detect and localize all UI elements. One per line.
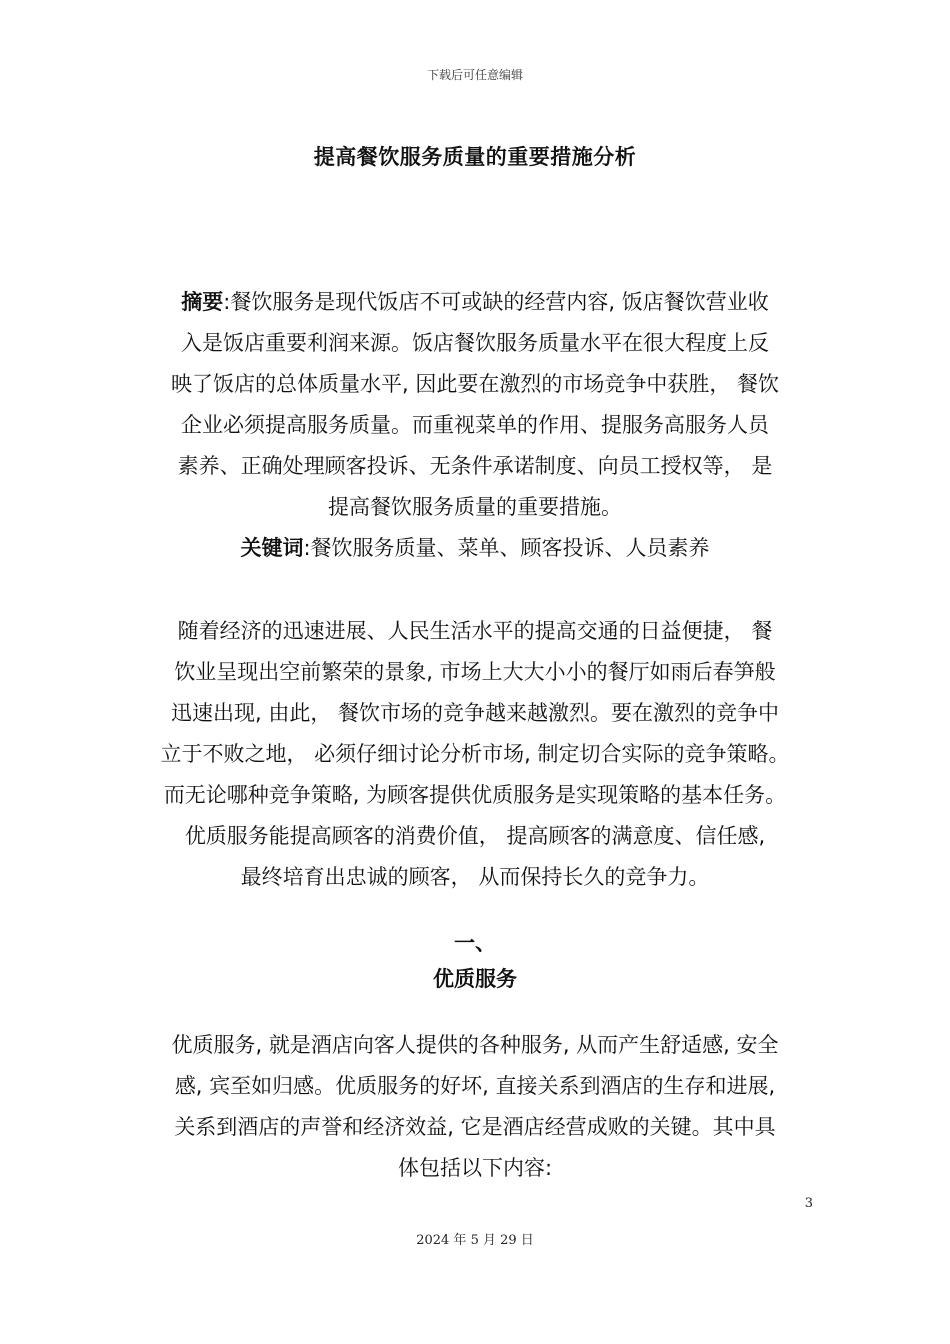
section-paragraph [140,1025,810,1189]
section-number: 一、 [454,931,496,955]
abstract-line: 企业必须提高服务质量。而重视菜单的作用、提服务高服务人员 [181,413,769,437]
section-line: 优质服务, 就是酒店向客人提供的各种服务, 从而产生舒适感, 安全 [171,1033,779,1057]
section-line: 感, 宾至如归感。优质服务的好坏, 直接关系到酒店的生存和进展, [174,1074,776,1098]
page-header: 下载后可任意编辑 [426,68,523,82]
document-title: 提高餐饮服务质量的重要措施分析 [313,145,637,169]
page-number: 3 [804,1196,813,1211]
intro-line: 迅速出现, 由此， 餐饮市场的竞争越来越激烈。要在激烈的竞争中 [170,701,780,725]
keywords-label: 关键词 [240,536,304,560]
abstract-text: 餐饮服务是现代饭店不可或缺的经营内容, 饭店餐饮营业收 [230,290,769,314]
section-title: 优质服务 [433,967,517,991]
keywords-separator: : [303,536,311,560]
keywords-text: 餐饮服务质量、菜单、顾客投诉、人员素养 [310,536,710,560]
intro-line: 而无论哪种竞争策略, 为顾客提供优质服务是实现策略的基本任务。 [163,783,787,807]
intro-line: 立于不败之地， 必须仔细讨论分析市场, 制定切合实际的竞争策略。 [160,742,790,766]
intro-line: 随着经济的迅速进展、人民生活水平的提高交通的日益便捷， 餐 [177,619,773,643]
abstract-line: 提高餐饮服务质量的重要措施。 [328,495,622,519]
section-line: 体包括以下内容: [397,1156,553,1180]
intro-line: 最终培育出忠诚的顾客， 从而保持长久的竞争力。 [240,865,710,889]
abstract-line: 映了饭店的总体质量水平, 因此要在激烈的市场竞争中获胜， 餐饮 [170,372,780,396]
intro-line: 饮业呈现出空前繁荣的景象, 市场上大大小小的餐厅如雨后春笋般 [174,660,776,684]
abstract-line: 素养、正确处理顾客投诉、无条件承诺制度、向员工授权等， 是 [177,454,773,478]
abstract-line: 入是饭店重要利润来源。饭店餐饮服务质量水平在很大程度上反 [181,331,769,355]
intro-paragraph [140,611,810,898]
abstract-line [140,282,810,323]
intro-line: 优质服务能提高顾客的消费价值， 提高顾客的满意度、信任感, [184,824,766,848]
abstract-separator: : [223,290,231,314]
footer-date: 2024 年 5 月 29 日 [416,1233,534,1248]
keywords [140,528,810,569]
abstract [140,282,810,528]
section-line: 关系到酒店的声誉和经济效益, 它是酒店经营成败的关键。其中具 [174,1115,776,1139]
keywords-line [140,528,810,569]
abstract-label: 摘要 [181,290,224,314]
